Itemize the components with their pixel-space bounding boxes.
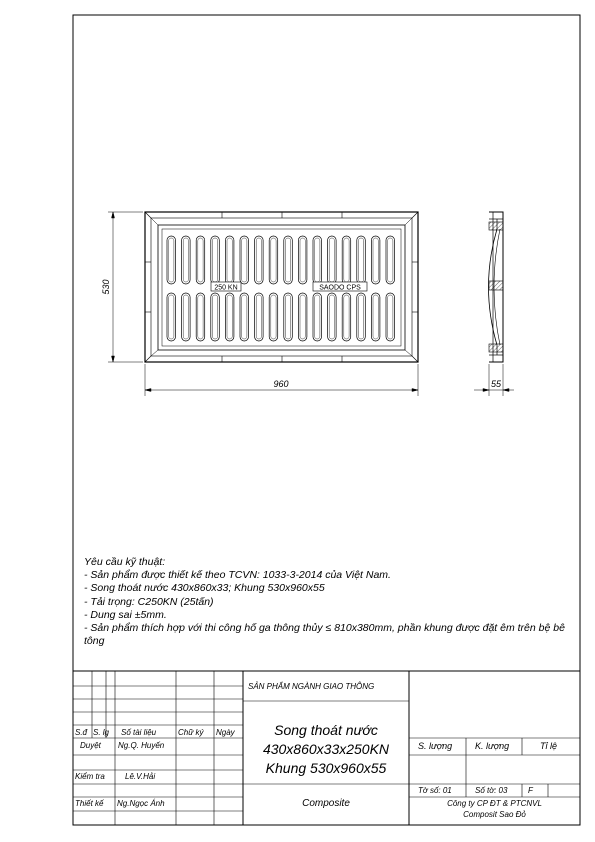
drain-slot bbox=[255, 293, 264, 341]
drain-slot-inner bbox=[388, 295, 393, 339]
drain-slot bbox=[269, 293, 278, 341]
drain-slot-inner bbox=[373, 238, 378, 282]
drain-slot bbox=[211, 236, 220, 284]
drain-slot-inner bbox=[183, 295, 188, 339]
drain-slot-inner bbox=[329, 238, 334, 282]
drain-slot bbox=[240, 236, 249, 284]
drain-slot-inner bbox=[256, 238, 261, 282]
drain-slot-inner bbox=[285, 295, 290, 339]
height-dimension-label: 530 bbox=[101, 279, 111, 295]
product-category: SẢN PHẨM NGÀNH GIAO THÔNG bbox=[248, 682, 375, 691]
name-inspect: Lê.V.Hải bbox=[125, 772, 156, 781]
quantity-label: S. lượng bbox=[418, 741, 453, 751]
thickness-dimension-label: 55 bbox=[490, 379, 502, 389]
drawing-title-line-3: Khung 530x960x55 bbox=[265, 760, 387, 776]
drain-slot-inner bbox=[183, 238, 188, 282]
front-view bbox=[145, 212, 418, 362]
drain-slot bbox=[240, 293, 249, 341]
drain-slot bbox=[167, 293, 176, 341]
drain-slot-inner bbox=[212, 295, 217, 339]
frame-outer bbox=[145, 212, 418, 362]
drain-slot bbox=[328, 293, 337, 341]
drain-slot-inner bbox=[285, 238, 290, 282]
drain-slot bbox=[298, 293, 307, 341]
col-date: Ngày bbox=[216, 728, 235, 737]
load-marking: 250 KN bbox=[214, 284, 238, 292]
sheet-border bbox=[73, 15, 580, 825]
drain-slot-inner bbox=[358, 238, 363, 282]
drain-slot bbox=[196, 236, 205, 284]
technical-requirements bbox=[84, 556, 584, 648]
drain-slot bbox=[371, 236, 380, 284]
drain-slot-inner bbox=[271, 295, 276, 339]
col-sd: S.đ bbox=[75, 728, 88, 737]
sheet-count: Số tờ: 03 bbox=[475, 786, 508, 795]
drain-slot-inner bbox=[169, 295, 174, 339]
col-slg: S. lg bbox=[93, 728, 110, 737]
drain-slot-inner bbox=[271, 238, 276, 282]
sheet-number: Tờ số: 01 bbox=[418, 786, 452, 795]
col-document: Số tài liệu bbox=[121, 728, 157, 737]
drain-slot bbox=[284, 236, 293, 284]
company-line-2: Composit Sao Đỏ bbox=[463, 810, 526, 819]
role-approve: Duyệt bbox=[80, 741, 101, 750]
drain-slot bbox=[196, 293, 205, 341]
drain-slot bbox=[255, 236, 264, 284]
drain-slot bbox=[298, 236, 307, 284]
drain-slot-inner bbox=[358, 295, 363, 339]
paper-format: F bbox=[528, 786, 533, 795]
mass-label: K. lượng bbox=[475, 741, 510, 751]
requirement-line: - Song thoát nước 430x860x33; Khung 530x960x55 bbox=[84, 582, 325, 595]
drain-slot bbox=[225, 236, 234, 284]
drain-slot bbox=[342, 236, 351, 284]
role-inspect: Kiểm tra bbox=[75, 772, 105, 781]
drain-slot-inner bbox=[300, 295, 305, 339]
drain-slot bbox=[328, 236, 337, 284]
drain-slot bbox=[167, 236, 176, 284]
drain-slot bbox=[357, 293, 366, 341]
drain-slot bbox=[284, 293, 293, 341]
role-design: Thiết kế bbox=[75, 799, 104, 808]
drain-slot bbox=[386, 236, 395, 284]
brand-marking: SAODO CPS bbox=[319, 284, 361, 292]
requirement-line: - Sản phẩm được thiết kế theo TCVN: 1033-3-2014 của Việt Nam. bbox=[84, 569, 391, 582]
drain-slot-inner bbox=[315, 238, 320, 282]
drain-slot-inner bbox=[344, 295, 349, 339]
drain-slot-inner bbox=[388, 238, 393, 282]
drain-slot bbox=[313, 293, 322, 341]
drain-slot bbox=[211, 293, 220, 341]
drain-slot-inner bbox=[373, 295, 378, 339]
requirement-line: - Tải trọng: C250KN (25tấn) bbox=[84, 595, 214, 608]
col-signature: Chữ ký bbox=[178, 728, 204, 737]
drain-slot-inner bbox=[344, 238, 349, 282]
drain-slot bbox=[225, 293, 234, 341]
name-approve: Ng.Q. Huyến bbox=[118, 741, 165, 750]
material: Composite bbox=[302, 798, 350, 809]
drain-slot-inner bbox=[329, 295, 334, 339]
drain-slot bbox=[357, 236, 366, 284]
drain-slot-inner bbox=[315, 295, 320, 339]
drain-slot bbox=[269, 236, 278, 284]
name-design: Ng.Ngọc Ánh bbox=[117, 799, 165, 808]
drain-slot bbox=[182, 236, 191, 284]
drawing-title-line-2: 430x860x33x250KN bbox=[262, 741, 390, 757]
drain-slot-inner bbox=[169, 238, 174, 282]
drain-slot bbox=[182, 293, 191, 341]
grate-outer bbox=[158, 225, 405, 350]
requirement-line: - Sản phẩm thích hợp với thi công hố ga thông thủy ≤ 810x380mm, phần khung được đặt êm trên bệ bê tông bbox=[84, 622, 565, 648]
drain-slot-inner bbox=[198, 238, 203, 282]
drain-slot-inner bbox=[227, 295, 232, 339]
drain-slot bbox=[342, 293, 351, 341]
requirements-heading: Yêu cầu kỹ thuật: bbox=[84, 556, 166, 568]
drain-slot-inner bbox=[242, 238, 247, 282]
height-dimension bbox=[108, 212, 143, 362]
side-view bbox=[489, 212, 504, 362]
drain-slot-inner bbox=[242, 295, 247, 339]
drain-slot bbox=[313, 236, 322, 284]
drain-slot-inner bbox=[300, 238, 305, 282]
drain-slot-inner bbox=[212, 238, 217, 282]
drain-slot bbox=[371, 293, 380, 341]
drain-slot bbox=[386, 293, 395, 341]
company-line-1: Công ty CP ĐT & PTCNVL bbox=[447, 799, 542, 808]
width-dimension-label: 960 bbox=[273, 379, 289, 389]
scale-label: Tỉ lệ bbox=[540, 741, 558, 751]
drain-slot-inner bbox=[198, 295, 203, 339]
drain-slot-inner bbox=[256, 295, 261, 339]
drawing-title-line-1: Song thoát nước bbox=[274, 722, 378, 738]
drain-slot-inner bbox=[227, 238, 232, 282]
requirement-line: - Dung sai ±5mm. bbox=[84, 608, 167, 621]
